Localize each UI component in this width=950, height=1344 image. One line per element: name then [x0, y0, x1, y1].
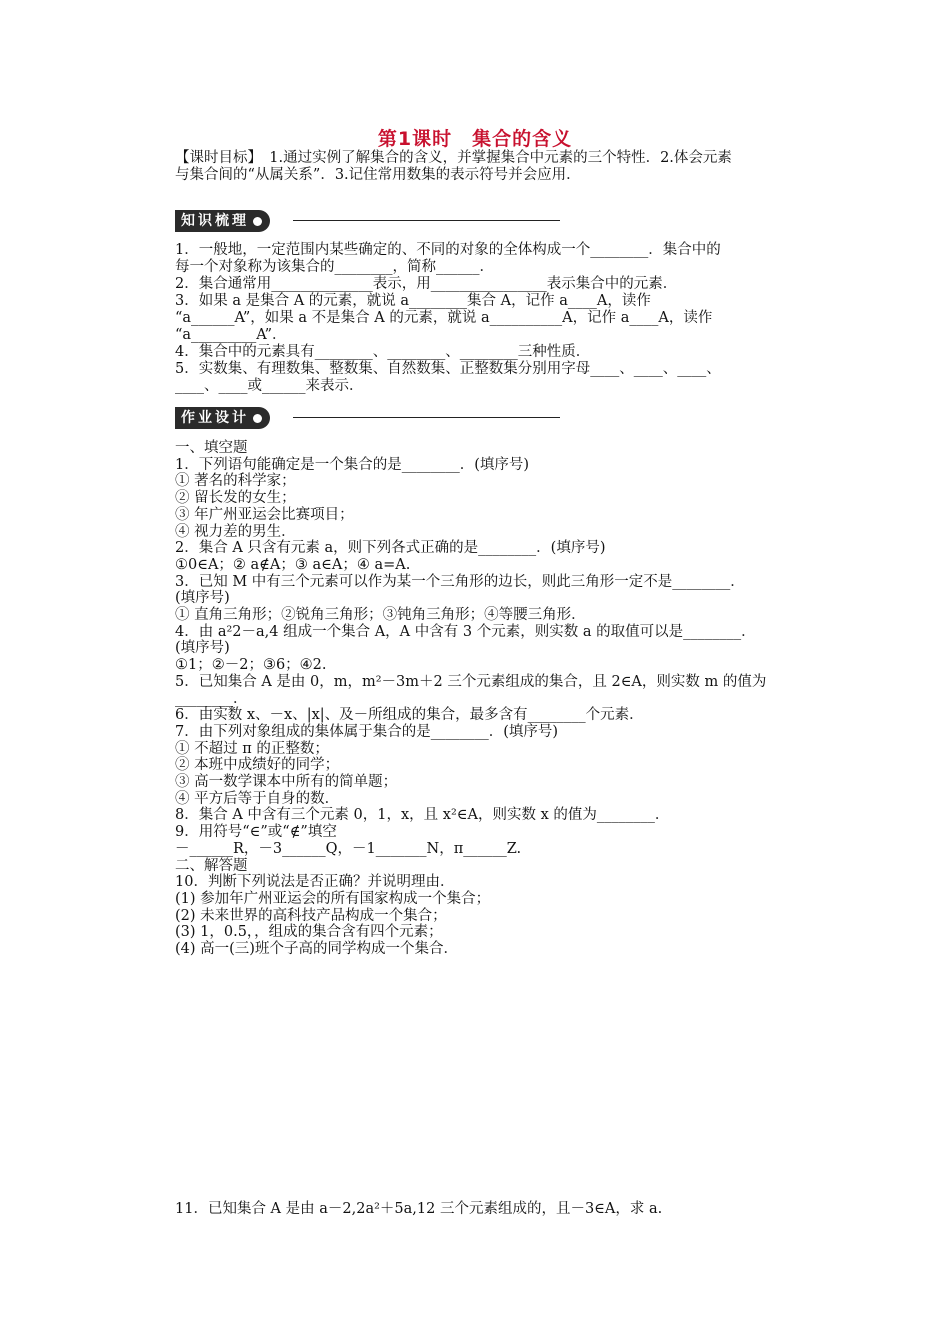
knowledge-line: “a_________A”．	[175, 327, 287, 343]
lesson-goal-line-2: 与集合间的“从属关系”．3.记住常用数集的表示符号并会应用．	[175, 167, 581, 183]
homework-line: (3) 1，0.5，，组成的集合含有四个元素；	[175, 924, 443, 941]
knowledge-line: 2．集合通常用______________表示，用________________表示集合中的元素．	[175, 276, 678, 292]
homework-line: 9．用符号“∈”或“∉”填空	[175, 824, 337, 841]
section-rule	[293, 220, 560, 221]
homework-line: 7．由下列对象组成的集体属于集合的是________．(填序号)	[175, 723, 559, 740]
knowledge-line: 4．集合中的元素具有________、________、________三种性质．	[175, 344, 591, 360]
homework-line: 5．已知集合 A 是由 0，m，m²－3m＋2 三个元素组成的集合，且 2∈A，则实数 m 的值为	[175, 673, 767, 690]
section-rule	[293, 417, 560, 418]
homework-line: －______R，－3______Q，－1_______N，π______Z.	[175, 840, 522, 857]
homework-line: ________．	[175, 690, 248, 707]
bullet-dot-icon	[253, 217, 262, 226]
section-header-homework	[175, 407, 560, 429]
homework-line: 3．已知 M 中有三个元素可以作为某一个三角形的边长，则此三角形一定不是________．	[175, 573, 745, 590]
homework-line: ③ 高一数学课本中所有的简单题；	[175, 774, 398, 790]
section-header-knowledge	[175, 210, 560, 232]
homework-line: ①0∈A；② a∉A；③ a∈A；④ a=A.	[175, 556, 411, 573]
homework-line: (1) 参加年广州亚运会的所有国家构成一个集合；	[175, 890, 491, 907]
homework-line: ② 留长发的女生；	[175, 490, 296, 507]
knowledge-line: 1．一般地，一定范围内某些确定的、不同的对象的全体构成一个________．集合中的	[175, 242, 721, 258]
homework-line: (2) 未来世界的高科技产品构成一个集合；	[175, 907, 447, 924]
homework-line: ④ 视力差的男生．	[175, 523, 296, 540]
homework-line: (填序号)	[175, 640, 230, 657]
knowledge-line: “a______A”，如果 a 不是集合 A 的元素，就说 a__________A，记作 a____A，读作	[175, 310, 713, 326]
question-11: 11．已知集合 A 是由 a－2,2a²＋5a,12 三个元素组成的，且－3∈A，求 a.	[175, 1201, 663, 1217]
section-title-homework: 作业设计	[181, 410, 249, 426]
homework-line: (填序号)	[175, 590, 230, 607]
homework-line: 2．集合 A 只含有元素 a，则下列各式正确的是________．(填序号)	[175, 540, 606, 557]
homework-line: 1．下列语句能确定是一个集合的是________．(填序号)	[175, 456, 530, 473]
homework-line: 一、填空题	[175, 440, 248, 456]
homework-line: ① 著名的科学家；	[175, 473, 296, 490]
page-title: 第1课时 集合的含义	[377, 128, 573, 150]
section-title-knowledge: 知识梳理	[181, 213, 249, 229]
bullet-dot-icon	[253, 414, 262, 423]
homework-line: 二、解答题	[175, 857, 248, 874]
knowledge-line: 5．实数集、有理数集、整数集、自然数集、正整数集分别用字母____、____、____、	[175, 361, 721, 377]
homework-line: (4) 高一(三)班个子高的同学构成一个集合．	[175, 941, 458, 957]
homework-line: ② 本班中成绩好的同学；	[175, 757, 340, 774]
knowledge-line: 3．如果 a 是集合 A 的元素，就说 a________集合 A，记作 a____A，读作	[175, 293, 651, 309]
homework-line: 4．由 a²2－a,4 组成一个集合 A，A 中含有 3 个元素，则实数 a 的取值可以是________．	[175, 623, 756, 640]
homework-line: ③ 年广州亚运会比赛项目；	[175, 506, 354, 523]
lesson-goal-line-1: 【课时目标】 1.通过实例了解集合的含义，并掌握集合中元素的三个特性．2.体会元素	[175, 150, 732, 166]
homework-line: ④ 平方后等于自身的数．	[175, 790, 340, 807]
homework-line: 6．由实数 x、－x、|x|、及－所组成的集合，最多含有________个元素．	[175, 707, 644, 724]
homework-line: ①1；②－2；③6；④2.	[175, 657, 327, 674]
knowledge-line: ____、____或______来表示．	[175, 378, 364, 394]
homework-line: ① 直角三角形；②锐角三角形；③钝角三角形；④等腰三角形．	[175, 607, 586, 623]
homework-line: 8．集合 A 中含有三个元素 0，1，x，且 x²∈A，则实数 x 的值为________．	[175, 807, 670, 824]
knowledge-line: 每一个对象称为该集合的________，简称______．	[175, 259, 494, 275]
homework-line: ① 不超过 π 的正整数；	[175, 740, 329, 757]
homework-line: 10．判断下列说法是否正确？并说明理由．	[175, 874, 455, 891]
